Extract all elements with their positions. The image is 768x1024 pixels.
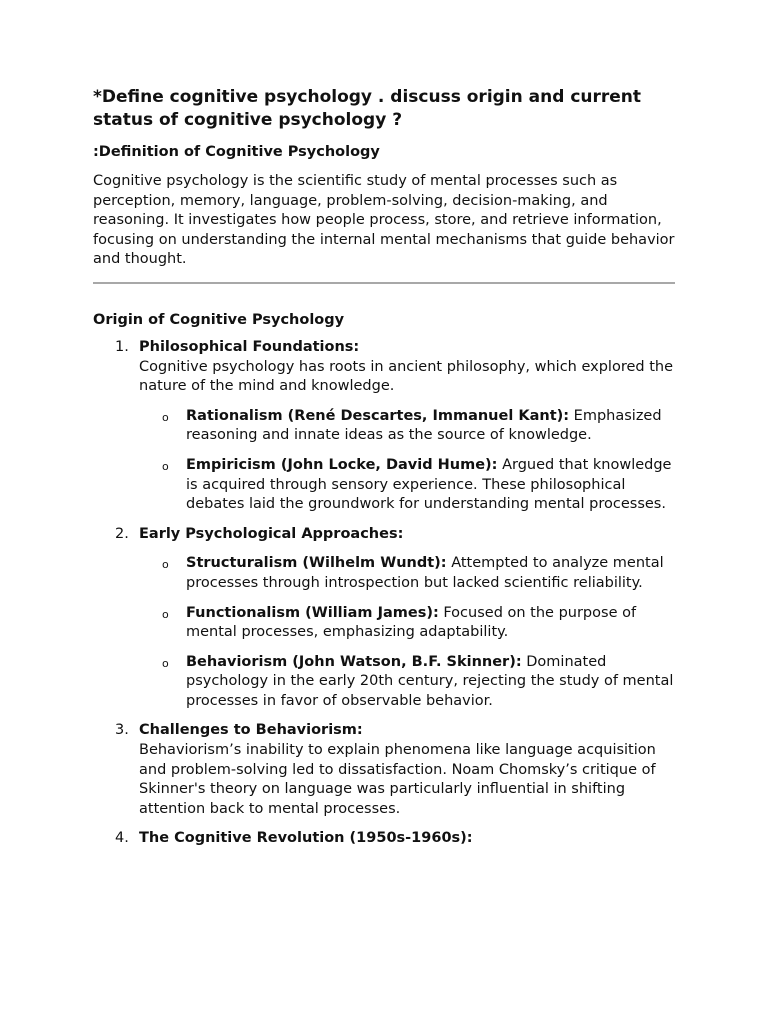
origin-list-item-1 [93, 338, 677, 515]
horizontal-divider [93, 282, 675, 284]
sub-list [139, 407, 677, 515]
sub-item-text: Argued that knowledge is acquired through sensory experience. These philosophical debates laid the groundwork for understanding mental processes. [186, 456, 672, 513]
bullet-icon: o [162, 558, 169, 572]
sub-item-text: Dominated psychology in the early 20th century, rejecting the study of mental processes in favor of observable behavior. [186, 653, 674, 709]
sub-item-title: Rationalism (René Descartes, Immanuel Kant): [186, 407, 570, 424]
definition-heading: :Definition of Cognitive Psychology [93, 144, 380, 160]
list-number: 1. [115, 338, 129, 355]
item-body: Cognitive psychology has roots in ancient philosophy, which explored the nature of the mind and knowledge. [139, 358, 674, 395]
sub-list [139, 554, 677, 711]
sub-item-text: Emphasized reasoning and innate ideas as the source of knowledge. [186, 407, 662, 444]
sub-item-text: Focused on the purpose of mental processes, emphasizing adaptability. [186, 604, 637, 641]
sub-item-title: Behaviorism (John Watson, B.F. Skinner): [186, 653, 522, 670]
document-page [93, 86, 677, 859]
sub-list-item [139, 407, 677, 446]
definition-paragraph: Cognitive psychology is the scientific study of mental processes such as perception, memory, language, problem-solving, decision-making, and reasoning. It investigates how people process, store, and retrieve information, focusing on understanding the internal mental mechanisms that guide behavior and thought. [93, 173, 675, 268]
origin-heading: Origin of Cognitive Psychology [93, 311, 345, 328]
sub-list-item [139, 456, 677, 515]
sub-item-title: Structuralism (Wilhelm Wundt): [186, 555, 447, 572]
list-number: 3. [115, 722, 129, 739]
list-number: 4. [115, 830, 129, 847]
list-number: 2. [115, 525, 129, 542]
document-title: *Define cognitive psychology . discuss origin and current status of cognitive psychology ? [93, 87, 642, 130]
sub-item-title: Functionalism (William James): [186, 604, 439, 621]
item-title: The Cognitive Revolution (1950s-1960s): [139, 830, 473, 847]
bullet-icon: o [162, 410, 169, 424]
origin-list-item-3 [93, 721, 677, 819]
origin-list-item-4 [93, 829, 677, 849]
item-body: Behaviorism’s inability to explain phenomena like language acquisition and problem-solving led to dissatisfaction. Noam Chomsky’s critique of Skinner's theory on language was particularly influential in shifting attention back to mental processes. [139, 742, 656, 817]
item-title: Early Psychological Approaches: [139, 525, 404, 542]
sub-list-item [139, 604, 677, 643]
sub-list-item [139, 554, 677, 593]
item-title: Philosophical Foundations: [139, 338, 360, 355]
bullet-icon: o [162, 607, 169, 621]
origin-list-item-2 [93, 525, 677, 712]
bullet-icon: o [162, 656, 169, 670]
item-title: Challenges to Behaviorism: [139, 722, 363, 739]
sub-item-title: Empiricism (John Locke, David Hume): [186, 456, 498, 473]
origin-list [93, 338, 677, 849]
sub-item-text: Attempted to analyze mental processes through introspection but lacked scientific reliability. [186, 555, 664, 591]
bullet-icon: o [162, 459, 169, 473]
sub-list-item [139, 653, 677, 712]
